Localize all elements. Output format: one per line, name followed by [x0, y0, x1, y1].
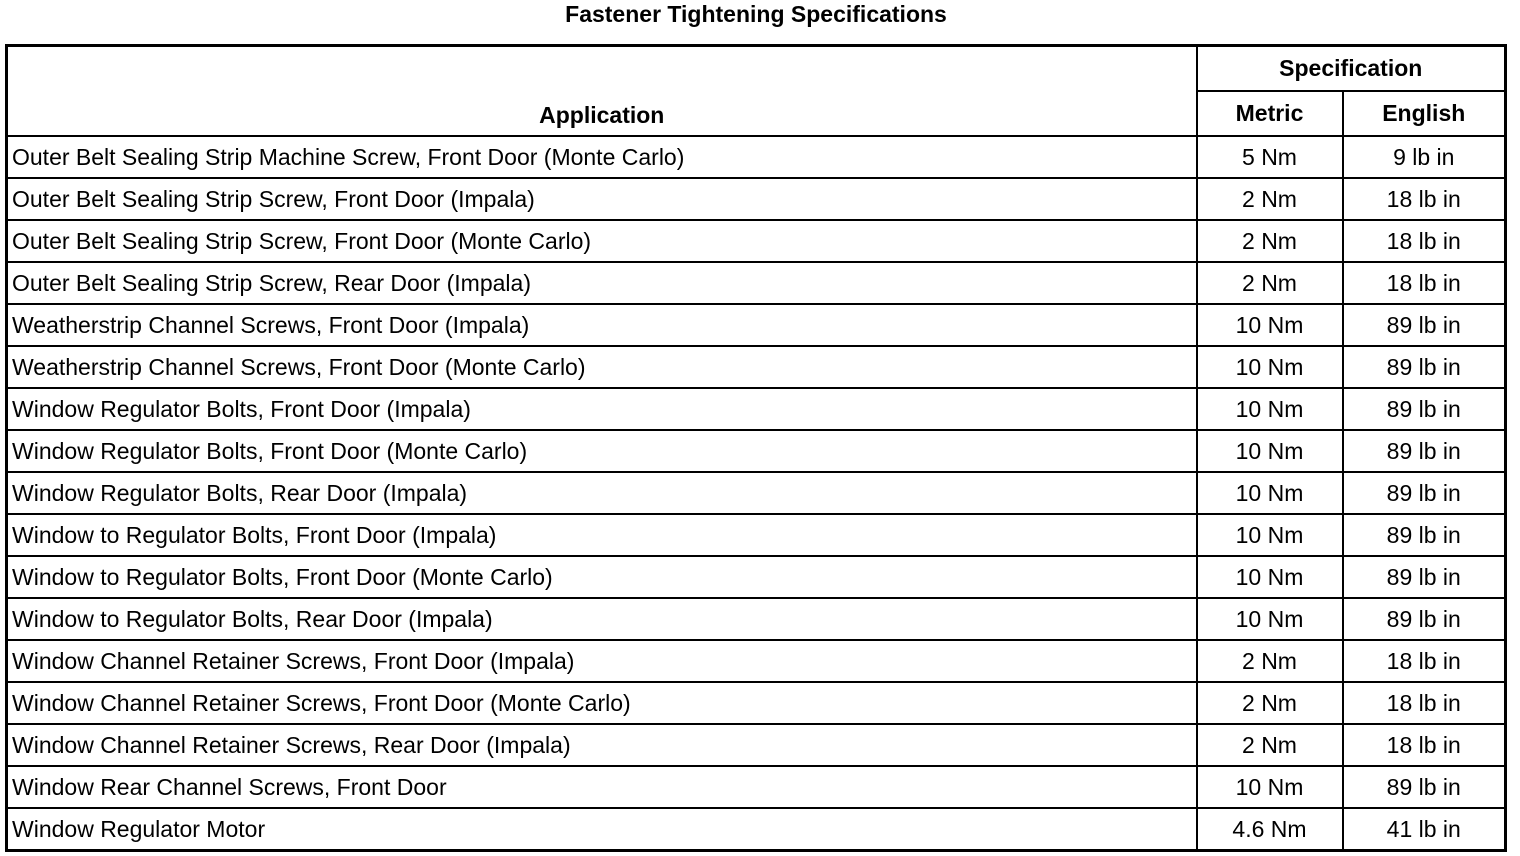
table-row	[7, 556, 1506, 598]
table-row	[7, 430, 1506, 472]
english-cell: 89 lb in	[1343, 598, 1506, 640]
english-cell: 18 lb in	[1343, 682, 1506, 724]
application-cell: Window to Regulator Bolts, Front Door (Impala)	[7, 514, 1197, 556]
application-cell: Window Regulator Motor	[7, 808, 1197, 851]
application-cell: Window Rear Channel Screws, Front Door	[7, 766, 1197, 808]
english-cell: 89 lb in	[1343, 304, 1506, 346]
table-header	[7, 46, 1506, 137]
table-row	[7, 136, 1506, 178]
application-cell: Outer Belt Sealing Strip Screw, Rear Door (Impala)	[7, 262, 1197, 304]
metric-cell: 2 Nm	[1197, 724, 1343, 766]
english-cell: 89 lb in	[1343, 388, 1506, 430]
application-cell: Window to Regulator Bolts, Rear Door (Impala)	[7, 598, 1197, 640]
table-row	[7, 682, 1506, 724]
table-row	[7, 304, 1506, 346]
metric-cell: 2 Nm	[1197, 220, 1343, 262]
metric-column-header: Metric	[1197, 91, 1343, 136]
application-cell: Outer Belt Sealing Strip Machine Screw, Front Door (Monte Carlo)	[7, 136, 1197, 178]
application-cell: Weatherstrip Channel Screws, Front Door (Monte Carlo)	[7, 346, 1197, 388]
metric-cell: 10 Nm	[1197, 304, 1343, 346]
application-cell: Window Channel Retainer Screws, Front Door (Impala)	[7, 640, 1197, 682]
english-cell: 18 lb in	[1343, 262, 1506, 304]
metric-cell: 10 Nm	[1197, 346, 1343, 388]
metric-cell: 10 Nm	[1197, 430, 1343, 472]
metric-cell: 10 Nm	[1197, 556, 1343, 598]
table-row	[7, 640, 1506, 682]
english-cell: 18 lb in	[1343, 640, 1506, 682]
table-row	[7, 472, 1506, 514]
table-row	[7, 220, 1506, 262]
metric-cell: 4.6 Nm	[1197, 808, 1343, 851]
application-cell: Outer Belt Sealing Strip Screw, Front Door (Impala)	[7, 178, 1197, 220]
specifications-table	[5, 44, 1507, 852]
english-cell: 89 lb in	[1343, 430, 1506, 472]
table-row	[7, 514, 1506, 556]
application-cell: Window Regulator Bolts, Front Door (Monte Carlo)	[7, 430, 1197, 472]
metric-cell: 10 Nm	[1197, 598, 1343, 640]
table-row	[7, 766, 1506, 808]
english-cell: 9 lb in	[1343, 136, 1506, 178]
metric-cell: 10 Nm	[1197, 514, 1343, 556]
english-cell: 89 lb in	[1343, 514, 1506, 556]
application-cell: Window to Regulator Bolts, Front Door (Monte Carlo)	[7, 556, 1197, 598]
table-row	[7, 598, 1506, 640]
application-cell: Window Channel Retainer Screws, Rear Door (Impala)	[7, 724, 1197, 766]
english-cell: 89 lb in	[1343, 766, 1506, 808]
table-row	[7, 808, 1506, 851]
english-cell: 18 lb in	[1343, 724, 1506, 766]
metric-cell: 2 Nm	[1197, 682, 1343, 724]
metric-cell: 10 Nm	[1197, 388, 1343, 430]
specification-column-header: Specification	[1197, 46, 1506, 92]
metric-cell: 2 Nm	[1197, 640, 1343, 682]
table-row	[7, 724, 1506, 766]
english-cell: 41 lb in	[1343, 808, 1506, 851]
application-cell: Window Regulator Bolts, Rear Door (Impala)	[7, 472, 1197, 514]
application-cell: Window Regulator Bolts, Front Door (Impala)	[7, 388, 1197, 430]
english-cell: 89 lb in	[1343, 556, 1506, 598]
english-cell: 18 lb in	[1343, 220, 1506, 262]
english-cell: 18 lb in	[1343, 178, 1506, 220]
application-column-header: Application	[7, 46, 1197, 137]
english-column-header: English	[1343, 91, 1506, 136]
metric-cell: 2 Nm	[1197, 178, 1343, 220]
english-cell: 89 lb in	[1343, 472, 1506, 514]
metric-cell: 10 Nm	[1197, 766, 1343, 808]
table-row	[7, 388, 1506, 430]
page-title: Fastener Tightening Specifications	[565, 1, 947, 27]
table-row	[7, 178, 1506, 220]
metric-cell: 2 Nm	[1197, 262, 1343, 304]
english-cell: 89 lb in	[1343, 346, 1506, 388]
metric-cell: 5 Nm	[1197, 136, 1343, 178]
table-row	[7, 346, 1506, 388]
table-row	[7, 262, 1506, 304]
application-cell: Weatherstrip Channel Screws, Front Door (Impala)	[7, 304, 1197, 346]
metric-cell: 10 Nm	[1197, 472, 1343, 514]
application-cell: Window Channel Retainer Screws, Front Door (Monte Carlo)	[7, 682, 1197, 724]
table-body	[7, 136, 1506, 851]
application-cell: Outer Belt Sealing Strip Screw, Front Door (Monte Carlo)	[7, 220, 1197, 262]
